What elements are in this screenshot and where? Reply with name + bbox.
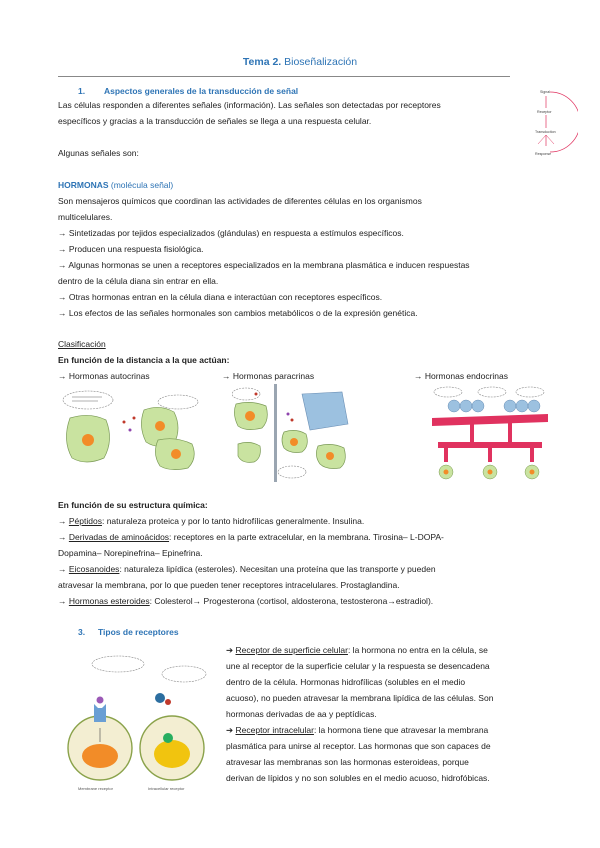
tema-name: Bioseñalización (281, 56, 358, 68)
intracellular-receptor (163, 733, 173, 743)
section1-line: específicos y gracias a la transducción de señales se llega a una respuesta celular. (58, 116, 372, 126)
clasificacion-block (58, 336, 528, 368)
gland-cell (504, 400, 516, 412)
superficie-line (226, 642, 544, 658)
tipo-paracrina: → Hormonas paracrinas (222, 371, 315, 381)
nucleus (245, 411, 255, 421)
hormonas-line: Son mensajeros químicos que coordinan las actividades de diferentes células en los organismos (58, 196, 422, 206)
estructura-item (58, 561, 528, 577)
item-text: : Colesterol→ Progesterona (cortisol, aldosterona, testosterona→estradiol). (149, 596, 434, 606)
gland-cell (528, 400, 540, 412)
nucleus (154, 740, 190, 768)
clasificacion-title: Clasificación (58, 339, 106, 349)
hormone-dot (97, 697, 104, 704)
estructura-heading: En función de su estructura química: (58, 500, 208, 510)
section3-heading (78, 627, 179, 637)
bullet-arrow: ➔ (226, 725, 234, 735)
section1-paragraph (58, 97, 518, 161)
arrow-4 (538, 135, 546, 144)
estructura-block (58, 497, 528, 609)
nucleus (82, 744, 118, 768)
membrane-receptor (94, 704, 106, 722)
gland-cells (448, 400, 540, 412)
hormonas-line: multicelulares. (58, 212, 113, 222)
hormone-dot (255, 393, 258, 396)
nucleus (530, 470, 535, 475)
item-arrow: → (58, 564, 69, 574)
section1-number: 1. (78, 86, 86, 96)
item-arrow: → (58, 596, 69, 606)
section1-line: Las células responden a diferentes señales (información). Las señales son detectadas por receptores (58, 100, 441, 110)
estructura-item (58, 593, 528, 609)
receptores-text (226, 642, 544, 786)
speech-bubble (158, 395, 198, 409)
hormone-dot (129, 429, 132, 432)
intracelular-line (226, 722, 544, 738)
hormonas-label: HORMONAS (58, 180, 109, 190)
paracrine-illustration (232, 384, 356, 482)
hormonas-line: dentro de la célula diana sin entrar en ella. (58, 276, 219, 286)
item-term: Hormonas esteroides (68, 596, 150, 606)
intracelular-term: Receptor intracelular (235, 725, 314, 735)
vessel-branch (488, 448, 492, 462)
hormonas-sub: (molécula señal) (108, 180, 174, 190)
diagram-signal-label: Signal (540, 90, 550, 94)
page-title (0, 56, 600, 68)
diagram-response-label: Response (535, 152, 552, 156)
superficie-line: une al receptor de la superficie celular y la respuesta se desencadena (226, 661, 490, 671)
speech-bubble (434, 387, 462, 397)
item-text: atravesar la membrana, por lo que pueden tener receptores intracelulares. Prostaglandina. (58, 580, 400, 590)
item-term: Derivadas de aminoácidos (68, 532, 170, 542)
item-text: Dopamina– Norepinefrina– Epinefrina. (58, 548, 203, 558)
hormone-carrier (155, 693, 165, 703)
gland-cell (472, 400, 484, 412)
intracelular-line: derivan de lípidos y no son solubles en el medio acuoso, hidrofóbicas. (226, 773, 490, 783)
gland-cell (516, 400, 528, 412)
cell (238, 442, 260, 462)
gland-cell (448, 400, 460, 412)
diagram-transduction-label: Transduction (535, 130, 556, 134)
intracelular-line: atravesar las membranas son las hormonas esteroideas, porque (226, 757, 469, 767)
speech-bubble (92, 656, 144, 672)
superficie-line: hormonas derivadas de aa y peptídicas. (226, 709, 377, 719)
nucleus (488, 470, 493, 475)
transduction-diagram (532, 86, 578, 158)
item-text: : naturaleza proteica y por lo tanto hidrofílicas generalmente. Insulina. (101, 516, 365, 526)
cycle-arc (550, 92, 578, 152)
intracellular-receptor-caption: Intracellular receptor (148, 786, 185, 791)
section1-title: Aspectos generales de la transducción de señal (104, 86, 299, 96)
blood-vessel (432, 414, 548, 426)
tipo-autocrina: → Hormonas autocrinas (58, 371, 150, 381)
vessel-branch (508, 418, 512, 442)
speech-bubble (162, 666, 206, 682)
autocrine-illustration (60, 390, 202, 472)
section1-signals-intro: Algunas señales son: (58, 148, 139, 158)
item-text: : receptores en la parte extracelular, en la membrana. Tirosina– L-DOPA- (169, 532, 444, 542)
vessel-branch (444, 448, 448, 462)
nucleus (82, 434, 94, 446)
item-text: : naturaleza lipídica (esteroles). Necesitan una proteína que las transporte y pueden (119, 564, 436, 574)
intracelular-text: : la hormona tiene que atravesar la membrana (313, 725, 489, 735)
speech-bubble (478, 387, 506, 397)
superficie-text: : la hormona no entra en la célula, se (347, 645, 488, 655)
estructura-item (58, 529, 528, 545)
hormonas-line: → Otras hormonas entran en la célula diana e interactúan con receptores específicos. (58, 292, 383, 302)
hormone-dot (287, 413, 290, 416)
estructura-item (58, 545, 528, 561)
section3-title: Tipos de receptores (98, 627, 179, 637)
tema-number: Tema 2. (242, 56, 282, 68)
bullet-arrow: ➔ (226, 645, 234, 655)
endocrine-illustration (430, 386, 550, 486)
item-arrow: → (58, 516, 69, 526)
superficie-term: Receptor de superficie celular (235, 645, 348, 655)
nucleus (290, 438, 298, 446)
diagram-receptor-label: Receptor (537, 110, 552, 114)
nucleus (444, 470, 449, 475)
membrane-wall (274, 384, 277, 482)
blood-vessel (438, 442, 542, 448)
item-term: Eicosanoides (68, 564, 120, 574)
estructura-item (58, 577, 528, 593)
tipo-endocrina: → Hormonas endocrinas (414, 371, 509, 381)
section3-number: 3. (78, 627, 86, 637)
hormonas-line: → Los efectos de las señales hormonales son cambios metabólicos o de la expresión genética. (58, 308, 418, 318)
distancia-heading: En función de la distancia a la que actúan: (58, 355, 230, 365)
arrow-5 (546, 135, 554, 144)
section1-heading (78, 86, 298, 96)
hormone-dot (291, 419, 294, 422)
hormonas-line: → Producen una respuesta fisiológica. (58, 244, 204, 254)
target-cell (302, 392, 348, 430)
hormone-dot (165, 699, 171, 705)
superficie-line: acuoso), no pueden atravesar la membrana lipídica de las células. Son (226, 693, 494, 703)
speech-bubble (516, 387, 544, 397)
superficie-line: dentro de la célula. Hormonas hidrofílicas (solubles en el medio (226, 677, 466, 687)
title-divider (58, 76, 510, 77)
speech-bubble (278, 466, 306, 478)
vessel-branch (530, 448, 534, 462)
hormonas-line: → Sintetizadas por tejidos especializados (glándulas) en respuesta a estímulos específicos. (58, 228, 404, 238)
speech-bubble (63, 391, 113, 409)
item-arrow: → (58, 532, 69, 542)
receptor-illustration (64, 652, 212, 794)
hormone-dot (123, 421, 126, 424)
hormone-dot (133, 417, 136, 420)
hormonas-block (58, 177, 528, 321)
item-term: Péptidos (68, 516, 102, 526)
nucleus (155, 421, 165, 431)
hormonas-line: → Algunas hormonas se unen a receptores especializados en la membrana plasmática e inducen respuestas (58, 260, 470, 270)
estructura-item (58, 513, 528, 529)
intracelular-line: plasmática para unirse al receptor. Las hormonas que son capaces de (226, 741, 491, 751)
nucleus (326, 452, 334, 460)
membrane-receptor-caption: Membrane receptor (78, 786, 113, 791)
hormonas-heading (58, 177, 528, 193)
vessel-branch (470, 422, 474, 442)
nucleus (171, 449, 181, 459)
gland-cell (460, 400, 472, 412)
